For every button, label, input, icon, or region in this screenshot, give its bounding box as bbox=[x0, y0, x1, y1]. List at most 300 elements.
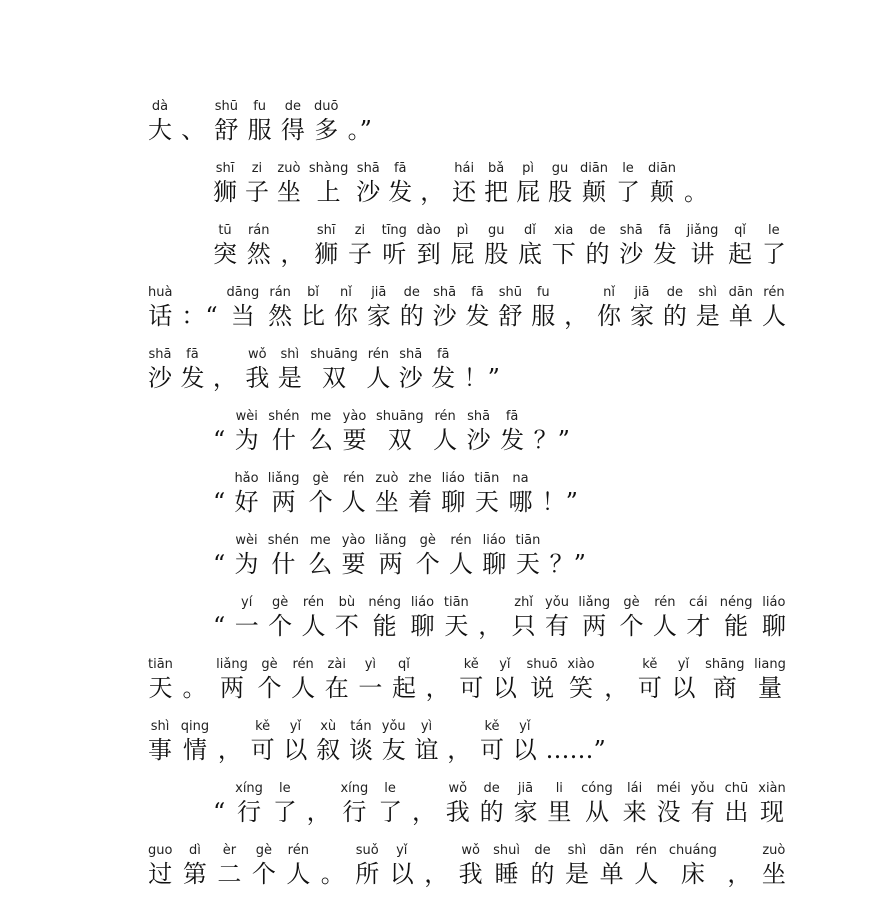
character-with-pinyin bbox=[268, 595, 292, 641]
pinyin: shì bbox=[280, 347, 300, 362]
pinyin: wèi bbox=[235, 409, 258, 424]
character-with-pinyin bbox=[348, 223, 372, 269]
character-with-pinyin bbox=[648, 161, 676, 207]
pinyin: le bbox=[768, 223, 780, 238]
pinyin: shā bbox=[619, 223, 643, 238]
character-with-pinyin bbox=[545, 595, 569, 641]
text-line bbox=[213, 533, 586, 579]
pinyin: huà bbox=[148, 285, 173, 300]
character-with-pinyin bbox=[213, 161, 237, 207]
pinyin: xíng bbox=[235, 781, 263, 796]
hanzi: 起 bbox=[391, 674, 416, 702]
hanzi: 发 bbox=[652, 240, 677, 268]
pinyin: yí bbox=[241, 595, 253, 610]
pinyin: shì bbox=[150, 719, 170, 734]
pinyin: bù bbox=[338, 595, 356, 610]
character-with-pinyin bbox=[358, 657, 382, 703]
character-with-pinyin bbox=[548, 161, 572, 207]
pinyin: de bbox=[666, 285, 683, 300]
hanzi: 我 bbox=[245, 364, 270, 392]
pinyin: dān bbox=[728, 285, 754, 300]
hanzi: 。” bbox=[347, 116, 372, 144]
pinyin: tiān bbox=[443, 595, 469, 610]
hanzi: 来 bbox=[622, 798, 647, 826]
hanzi: 谈 bbox=[348, 736, 373, 764]
character-with-pinyin bbox=[368, 595, 401, 641]
pinyin: kě bbox=[463, 657, 479, 672]
hanzi: ， bbox=[564, 302, 589, 330]
hanzi: 个 bbox=[251, 860, 276, 888]
character-with-pinyin bbox=[620, 595, 644, 641]
punctuation bbox=[464, 347, 500, 393]
punctuation bbox=[546, 719, 606, 765]
character-with-pinyin bbox=[235, 533, 259, 579]
character-with-pinyin bbox=[516, 161, 540, 207]
hanzi: 听 bbox=[382, 240, 407, 268]
punctuation bbox=[321, 843, 345, 889]
character-with-pinyin bbox=[500, 409, 524, 455]
hanzi: 才 bbox=[686, 612, 711, 640]
pinyin: kě bbox=[484, 719, 500, 734]
hanzi: ！” bbox=[463, 364, 500, 392]
pinyin: yǒu bbox=[545, 595, 569, 610]
character-with-pinyin bbox=[382, 223, 407, 269]
character-with-pinyin bbox=[268, 471, 300, 517]
hanzi: 以 bbox=[512, 736, 537, 764]
pinyin: li bbox=[555, 781, 563, 796]
character-with-pinyin bbox=[309, 161, 348, 207]
character-with-pinyin bbox=[340, 781, 368, 827]
pinyin: shū bbox=[214, 99, 239, 114]
pinyin: gè bbox=[255, 843, 272, 858]
pinyin: zuò bbox=[375, 471, 399, 486]
hanzi: 两 bbox=[220, 674, 245, 702]
punctuation bbox=[213, 409, 225, 455]
character-with-pinyin bbox=[498, 285, 522, 331]
hanzi: 。 bbox=[320, 860, 345, 888]
hanzi: 可 bbox=[250, 736, 275, 764]
character-with-pinyin bbox=[526, 657, 557, 703]
hanzi: 的 bbox=[530, 860, 555, 888]
pinyin: gè bbox=[261, 657, 278, 672]
pinyin: rén bbox=[763, 285, 785, 300]
character-with-pinyin bbox=[245, 161, 269, 207]
hanzi: 么 bbox=[308, 550, 333, 578]
pinyin: yào bbox=[341, 533, 366, 548]
character-with-pinyin bbox=[441, 471, 465, 517]
punctuation bbox=[213, 533, 225, 579]
character-with-pinyin bbox=[277, 161, 301, 207]
pinyin: tū bbox=[218, 223, 232, 238]
character-with-pinyin bbox=[484, 161, 508, 207]
hanzi: ， bbox=[217, 736, 242, 764]
hanzi: 然 bbox=[246, 240, 271, 268]
character-with-pinyin bbox=[634, 843, 658, 889]
pinyin: fā bbox=[471, 285, 484, 300]
character-with-pinyin bbox=[216, 657, 248, 703]
pinyin: shā bbox=[399, 347, 423, 362]
hanzi: 得 bbox=[280, 116, 305, 144]
pinyin: shāng bbox=[705, 657, 745, 672]
hanzi: 个 bbox=[268, 612, 293, 640]
hanzi: “ bbox=[213, 426, 226, 454]
hanzi: ？” bbox=[549, 550, 586, 578]
hanzi: 么 bbox=[308, 426, 333, 454]
hanzi: 舒 bbox=[214, 116, 239, 144]
pinyin: yǐ bbox=[519, 719, 531, 734]
hanzi: 天 bbox=[474, 488, 499, 516]
pinyin: shuì bbox=[493, 843, 521, 858]
character-with-pinyin bbox=[390, 843, 414, 889]
character-with-pinyin bbox=[356, 161, 380, 207]
hanzi: 什 bbox=[271, 426, 296, 454]
hanzi: 发 bbox=[500, 426, 525, 454]
character-with-pinyin bbox=[291, 657, 315, 703]
hanzi: 颠 bbox=[649, 178, 674, 206]
hanzi: 聊 bbox=[410, 612, 435, 640]
pinyin: shì bbox=[698, 285, 718, 300]
pinyin: gu bbox=[488, 223, 505, 238]
pinyin: shī bbox=[215, 161, 235, 176]
hanzi: 起 bbox=[728, 240, 753, 268]
pinyin: me bbox=[309, 533, 331, 548]
pinyin: nǐ bbox=[339, 285, 352, 300]
character-with-pinyin bbox=[547, 781, 571, 827]
pinyin: wǒ bbox=[461, 843, 480, 858]
pinyin: hái bbox=[454, 161, 475, 176]
text-line bbox=[213, 223, 786, 269]
hanzi: 是 bbox=[695, 302, 720, 330]
hanzi: 沙 bbox=[432, 302, 457, 330]
pinyin: yǐ bbox=[677, 657, 690, 672]
pinyin: yǒu bbox=[690, 781, 715, 796]
character-with-pinyin bbox=[480, 781, 504, 827]
character-with-pinyin bbox=[623, 781, 647, 827]
hanzi: 然 bbox=[268, 302, 293, 330]
pinyin: cái bbox=[688, 595, 708, 610]
hanzi: 坐 bbox=[374, 488, 399, 516]
pinyin: bǐ bbox=[307, 285, 319, 300]
hanzi: 股 bbox=[548, 178, 573, 206]
character-with-pinyin bbox=[512, 595, 536, 641]
punctuation bbox=[218, 719, 242, 765]
hanzi: 个 bbox=[415, 550, 440, 578]
hanzi: 天 bbox=[148, 674, 173, 702]
punctuation bbox=[684, 161, 708, 207]
hanzi: 不 bbox=[334, 612, 359, 640]
character-with-pinyin bbox=[414, 719, 438, 765]
hanzi: 人 bbox=[291, 674, 316, 702]
character-with-pinyin bbox=[214, 99, 238, 145]
pinyin: shā bbox=[467, 409, 491, 424]
character-with-pinyin bbox=[148, 843, 172, 889]
character-with-pinyin bbox=[235, 595, 259, 641]
character-with-pinyin bbox=[181, 719, 209, 765]
hanzi: 人 bbox=[301, 612, 326, 640]
hanzi: 沙 bbox=[619, 240, 644, 268]
hanzi: 把 bbox=[484, 178, 509, 206]
character-with-pinyin bbox=[663, 285, 687, 331]
pinyin: cóng bbox=[581, 781, 613, 796]
text-line bbox=[213, 781, 786, 827]
pinyin: jiǎng bbox=[686, 223, 719, 238]
hanzi: 人 bbox=[286, 860, 311, 888]
character-with-pinyin bbox=[433, 409, 457, 455]
character-with-pinyin bbox=[474, 471, 499, 517]
hanzi: ， bbox=[604, 674, 629, 702]
character-with-pinyin bbox=[335, 595, 359, 641]
character-with-pinyin bbox=[281, 99, 305, 145]
pinyin: yào bbox=[342, 409, 367, 424]
hanzi: 人 bbox=[448, 550, 473, 578]
hanzi: 讲 bbox=[690, 240, 715, 268]
character-with-pinyin bbox=[691, 781, 715, 827]
hanzi: 可 bbox=[459, 674, 484, 702]
hanzi: “ bbox=[213, 612, 226, 640]
pinyin: de bbox=[284, 99, 301, 114]
pinyin: fu bbox=[536, 285, 550, 300]
character-with-pinyin bbox=[410, 595, 434, 641]
character-with-pinyin bbox=[268, 533, 299, 579]
pinyin: shā bbox=[433, 285, 457, 300]
hanzi: 人 bbox=[433, 426, 458, 454]
hanzi: 个 bbox=[619, 612, 644, 640]
hanzi: 人 bbox=[341, 488, 366, 516]
pinyin: gè bbox=[623, 595, 640, 610]
hanzi: 所 bbox=[355, 860, 380, 888]
character-with-pinyin bbox=[417, 223, 441, 269]
hanzi: 发 bbox=[388, 178, 413, 206]
hanzi: 沙 bbox=[148, 364, 172, 392]
hanzi: 了 bbox=[616, 178, 640, 206]
hanzi: 是 bbox=[564, 860, 589, 888]
pinyin: le bbox=[622, 161, 634, 176]
character-with-pinyin bbox=[278, 347, 302, 393]
character-with-pinyin bbox=[599, 843, 623, 889]
character-with-pinyin bbox=[515, 533, 540, 579]
character-with-pinyin bbox=[247, 223, 271, 269]
hanzi: 事 bbox=[148, 736, 172, 764]
pinyin: qǐ bbox=[398, 657, 410, 672]
punctuation bbox=[280, 223, 304, 269]
pinyin: néng bbox=[719, 595, 753, 610]
punctuation bbox=[213, 347, 237, 393]
hanzi: 现 bbox=[760, 798, 784, 826]
pinyin: qing bbox=[180, 719, 210, 734]
hanzi: 沙 bbox=[398, 364, 423, 392]
pinyin: shuāng bbox=[310, 347, 358, 362]
punctuation bbox=[542, 471, 578, 517]
character-with-pinyin bbox=[513, 719, 537, 765]
pinyin: yǐ bbox=[396, 843, 408, 858]
character-with-pinyin bbox=[480, 719, 504, 765]
hanzi: 服 bbox=[531, 302, 556, 330]
pinyin: rán bbox=[247, 223, 270, 238]
hanzi: 好 bbox=[234, 488, 259, 516]
character-with-pinyin bbox=[310, 347, 358, 393]
pinyin: gè bbox=[271, 595, 289, 610]
character-with-pinyin bbox=[325, 657, 349, 703]
punctuation bbox=[564, 285, 588, 331]
hanzi: 哪 bbox=[508, 488, 533, 516]
pinyin: bǎ bbox=[488, 161, 505, 176]
hanzi: 家 bbox=[366, 302, 391, 330]
pinyin: liáo bbox=[410, 595, 435, 610]
character-with-pinyin bbox=[578, 595, 610, 641]
pinyin: rén bbox=[287, 843, 309, 858]
character-with-pinyin bbox=[508, 471, 532, 517]
hanzi: ， bbox=[306, 798, 331, 826]
hanzi: 人 bbox=[652, 612, 677, 640]
hanzi: 沙 bbox=[466, 426, 491, 454]
pinyin: xiào bbox=[567, 657, 595, 672]
pinyin: gu bbox=[551, 161, 569, 176]
character-with-pinyin bbox=[400, 285, 424, 331]
character-with-pinyin bbox=[342, 471, 366, 517]
hanzi: 为 bbox=[234, 426, 259, 454]
hanzi: 坐 bbox=[276, 178, 301, 206]
pinyin: fā bbox=[186, 347, 199, 362]
pinyin: liǎng bbox=[374, 533, 407, 548]
pinyin: de bbox=[403, 285, 420, 300]
pinyin: wèi bbox=[235, 533, 258, 548]
punctuation bbox=[550, 533, 586, 579]
text-line bbox=[148, 657, 786, 703]
hanzi: 个 bbox=[257, 674, 282, 702]
hanzi: 个 bbox=[308, 488, 333, 516]
character-with-pinyin bbox=[762, 843, 786, 889]
punctuation bbox=[426, 657, 450, 703]
punctuation bbox=[213, 595, 225, 641]
character-with-pinyin bbox=[251, 719, 275, 765]
pinyin: rén bbox=[302, 595, 325, 610]
hanzi: 颠 bbox=[582, 178, 606, 206]
character-with-pinyin bbox=[669, 843, 717, 889]
hanzi: ：“ bbox=[181, 302, 218, 330]
character-with-pinyin bbox=[257, 657, 281, 703]
hanzi: 两 bbox=[378, 550, 403, 578]
character-with-pinyin bbox=[355, 843, 379, 889]
text-line bbox=[213, 161, 708, 207]
pinyin: shī bbox=[316, 223, 336, 238]
character-with-pinyin bbox=[705, 657, 744, 703]
pinyin: de bbox=[483, 781, 500, 796]
character-with-pinyin bbox=[513, 781, 537, 827]
hanzi: 人 bbox=[366, 364, 391, 392]
character-with-pinyin bbox=[227, 285, 260, 331]
character-with-pinyin bbox=[375, 471, 399, 517]
hanzi: 情 bbox=[182, 736, 207, 764]
pinyin: dì bbox=[188, 843, 201, 858]
hanzi: ， bbox=[727, 860, 752, 888]
character-with-pinyin bbox=[451, 223, 475, 269]
pinyin: rén bbox=[343, 471, 365, 486]
character-with-pinyin bbox=[728, 223, 752, 269]
character-with-pinyin bbox=[366, 347, 390, 393]
character-with-pinyin bbox=[431, 347, 455, 393]
character-with-pinyin bbox=[314, 99, 338, 145]
hanzi: 发 bbox=[465, 302, 490, 330]
hanzi: 到 bbox=[416, 240, 441, 268]
punctuation bbox=[727, 843, 751, 889]
character-with-pinyin bbox=[446, 781, 470, 827]
pinyin: chū bbox=[724, 781, 749, 796]
hanzi: ， bbox=[280, 240, 305, 268]
hanzi: 屁 bbox=[516, 178, 541, 206]
pinyin: liáo bbox=[441, 471, 465, 486]
punctuation bbox=[307, 781, 331, 827]
character-with-pinyin bbox=[638, 657, 662, 703]
punctuation bbox=[604, 657, 628, 703]
character-with-pinyin bbox=[302, 595, 326, 641]
pinyin: hǎo bbox=[234, 471, 259, 486]
character-with-pinyin bbox=[342, 409, 366, 455]
pinyin: xíng bbox=[340, 781, 369, 796]
character-with-pinyin bbox=[484, 223, 508, 269]
hanzi: “ bbox=[213, 550, 226, 578]
character-with-pinyin bbox=[283, 719, 307, 765]
hanzi: 的 bbox=[399, 302, 424, 330]
character-with-pinyin bbox=[286, 843, 310, 889]
hanzi: 友 bbox=[381, 736, 406, 764]
character-with-pinyin bbox=[248, 99, 272, 145]
character-with-pinyin bbox=[758, 781, 786, 827]
hanzi: 了 bbox=[761, 240, 786, 268]
character-with-pinyin bbox=[452, 161, 476, 207]
character-with-pinyin bbox=[754, 657, 786, 703]
pinyin: xù bbox=[320, 719, 337, 734]
hanzi: 量 bbox=[758, 674, 783, 702]
character-with-pinyin bbox=[653, 595, 677, 641]
hanzi: 有 bbox=[545, 612, 569, 640]
hanzi: 没 bbox=[656, 798, 681, 826]
text-line bbox=[213, 595, 786, 641]
hanzi: 。 bbox=[683, 178, 708, 206]
hanzi: 。 bbox=[182, 674, 207, 702]
character-with-pinyin bbox=[581, 781, 613, 827]
pinyin: dà bbox=[151, 99, 169, 114]
character-with-pinyin bbox=[148, 347, 172, 393]
pinyin: rén bbox=[367, 347, 389, 362]
pinyin: rén bbox=[292, 657, 314, 672]
character-with-pinyin bbox=[619, 223, 643, 269]
character-with-pinyin bbox=[724, 781, 748, 827]
hanzi: 股 bbox=[484, 240, 509, 268]
punctuation bbox=[420, 161, 444, 207]
hanzi: 在 bbox=[324, 674, 349, 702]
pinyin: na bbox=[512, 471, 529, 486]
hanzi: 二 bbox=[217, 860, 242, 888]
hanzi: 你 bbox=[333, 302, 358, 330]
pinyin: rén bbox=[654, 595, 676, 610]
character-with-pinyin bbox=[465, 285, 489, 331]
hanzi: 以 bbox=[492, 674, 517, 702]
character-with-pinyin bbox=[316, 719, 340, 765]
pinyin: tīng bbox=[381, 223, 407, 238]
punctuation bbox=[348, 99, 372, 145]
pinyin: tiān bbox=[515, 533, 541, 548]
hanzi: 一 bbox=[234, 612, 259, 640]
hanzi: ， bbox=[478, 612, 503, 640]
hanzi: 服 bbox=[247, 116, 272, 144]
punctuation bbox=[213, 781, 225, 827]
pinyin: chuáng bbox=[668, 843, 717, 858]
character-with-pinyin bbox=[217, 843, 241, 889]
character-with-pinyin bbox=[392, 657, 416, 703]
pinyin: rén bbox=[434, 409, 456, 424]
hanzi: 我 bbox=[458, 860, 483, 888]
pinyin: rén bbox=[635, 843, 657, 858]
